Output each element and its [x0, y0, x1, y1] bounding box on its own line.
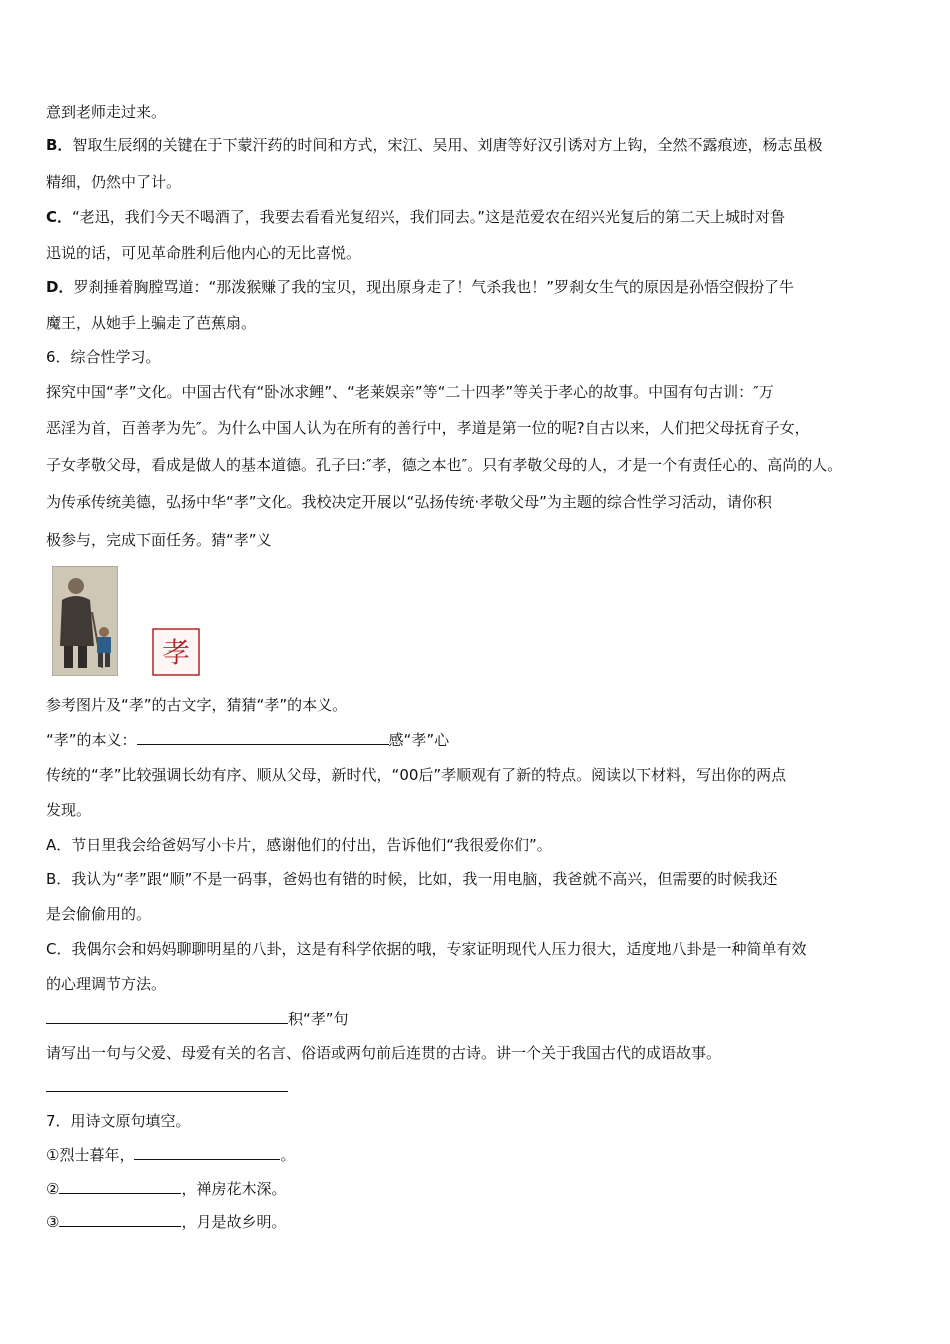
- q7-item-3-suffix: ，月是故乡明。: [181, 1213, 287, 1231]
- q6-findings-row: [46, 1008, 349, 1030]
- q5-option-b-label: B．: [46, 136, 73, 154]
- q6-material-c-line1: C．我偶尔会和妈妈聊聊明星的八卦，这是有科学依据的哦，专家证明现代人压力很大，适度地八卦是一种简单有效: [46, 940, 807, 958]
- q6-paragraph-line3: 子女孝敬父母，看成是做人的基本道德。孔子曰:″孝，德之本也″。只有孝敬父母的人，才是一个有责任心的、高尚的人。: [46, 456, 843, 474]
- q7-item-1: [46, 1144, 295, 1166]
- q5-continuation: 意到老师走过来。: [46, 103, 167, 121]
- q6-meaning-label: “孝”的本义：: [46, 731, 137, 749]
- q7-item-3-blank[interactable]: [59, 1212, 181, 1227]
- q5-option-c-text: “老迅，我们今天不喝酒了，我要去看看光复绍兴，我们同去。”这是范爱农在绍兴光复后的第二天上城时对鲁: [72, 208, 786, 226]
- q6-tradition-line2: 发现。: [46, 801, 92, 819]
- q6-paragraph-line4: 为传承传统美德，弘扬中华“孝”文化。我校决定开展以“弘扬传统·孝敬父母”为主题的综合性学习活动，请你积: [46, 493, 772, 511]
- q6-paragraph-line5: 极参与，完成下面任务。猜“孝”义: [46, 531, 272, 549]
- q5-option-d-label: D．: [46, 278, 74, 296]
- q5-option-c-line2: 迅说的话，可见革命胜利后他内心的无比喜悦。: [46, 244, 362, 262]
- q6-heading: 6．综合性学习。: [46, 348, 161, 366]
- q7-item-2-suffix: ，禅房花木深。: [181, 1180, 287, 1198]
- q6-material-b-line1: B．我认为“孝”跟“顺”不是一码事，爸妈也有错的时候，比如，我一用电脑，我爸就不高兴，但需要的时候我还: [46, 870, 778, 888]
- q7-item-3-prefix: ③: [46, 1213, 60, 1231]
- q5-option-d-text: 罗刹捶着胸膛骂道：“那泼猴赚了我的宝贝，现出原身走了！气杀我也！”罗刹女生气的原因是孙悟空假扮了牛: [73, 278, 795, 296]
- q6-paragraph-line1: 探究中国“孝”文化。中国古代有“卧冰求鲤”、“老莱娱亲”等“二十四孝”等关于孝心的故事。中国有句古训：″万: [46, 383, 774, 401]
- q6-findings-answer-blank[interactable]: [46, 1009, 288, 1024]
- q7-heading: 7．用诗文原句填空。: [46, 1112, 191, 1130]
- q5-option-b-line2: 精细，仍然中了计。: [46, 173, 182, 191]
- q6-material-c-line2: 的心理调节方法。: [46, 975, 167, 993]
- q6-meaning-row: [46, 729, 449, 751]
- q5-option-d-line2: 魔王，从她手上骗走了芭蕉扇。: [46, 314, 257, 332]
- q6-task-answer-blank[interactable]: [46, 1091, 288, 1092]
- q5-option-d-line1: [46, 276, 794, 298]
- q5-option-b-text: 智取生辰纲的关键在于下蒙汗药的时间和方式，宋江、吴用、刘唐等好汉引诱对方上钩，全然不露痕迹，杨志虽极: [72, 136, 823, 154]
- q6-reference-prompt: 参考图片及“孝”的古文字，猜猜“孝”的本义。: [46, 696, 348, 714]
- q7-item-2-prefix: ②: [46, 1180, 60, 1198]
- seal-icon: [152, 628, 200, 676]
- q6-meaning-answer-blank[interactable]: [137, 730, 389, 745]
- q6-gan-label: 感“孝”心: [388, 731, 450, 749]
- q5-option-b-line1: [46, 134, 822, 156]
- q7-item-2: [46, 1178, 286, 1200]
- q7-item-1-suffix: 。: [280, 1146, 296, 1164]
- q6-ji-label: 积“孝”句: [288, 1010, 349, 1028]
- q6-tradition-line1: 传统的“孝”比较强调长幼有序、顺从父母，新时代，“00后”孝顺观有了新的特点。阅读以下材料，写出你的两点: [46, 766, 787, 784]
- seal-character: 孝: [161, 636, 191, 669]
- q7-item-1-prefix: ①烈士暮年，: [46, 1146, 135, 1164]
- q6-material-b-line2: 是会偷偷用的。: [46, 905, 152, 923]
- q7-item-2-blank[interactable]: [59, 1179, 181, 1194]
- q6-paragraph-line2: 恶淫为首，百善孝为先″。为什么中国人认为在所有的善行中，孝道是第一位的呢?自古以来，人们把父母抚育子女，: [46, 419, 810, 437]
- elder-child-illustration: [52, 566, 118, 676]
- q7-item-1-blank[interactable]: [134, 1145, 280, 1160]
- q5-option-c-label: C．: [46, 208, 73, 226]
- q6-material-a: A．节日里我会给爸妈写小卡片，感谢他们的付出，告诉他们“我很爱你们”。: [46, 836, 552, 854]
- q7-item-3: [46, 1211, 286, 1233]
- q6-task: 请写出一句与父爱、母爱有关的名言、俗语或两句前后连贯的古诗。讲一个关于我国古代的成语故事。: [46, 1044, 722, 1062]
- ancient-character-seal: [152, 628, 200, 676]
- q5-option-c-line1: [46, 206, 785, 228]
